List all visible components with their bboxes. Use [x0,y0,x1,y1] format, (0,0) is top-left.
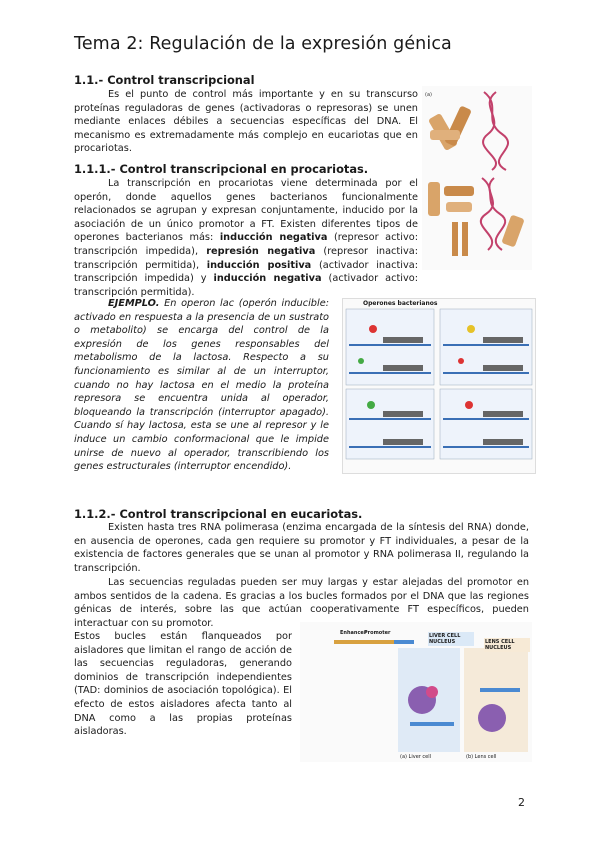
section-heading-1-1: 1.1.- Control transcripcional [74,73,255,87]
promoter-label: Promoter [364,630,391,636]
section-1-1-2-p2: Las secuencias reguladas pueden ser muy largas y estar alejadas del promotor en ambos sentidos de la cadena. Es gracias a los bucles formados por el DNA que las regiones génicas de interés, sobre las que actúan cooperativamente FT específicos, pueden interactuar con su promotor. [74,577,529,629]
figure-label: (a) [425,92,432,98]
dna-helix-1 [483,92,508,170]
lens-cell-caption: (b) Lens cell [466,754,497,760]
liver-cell [398,648,460,752]
section-heading-1-1-1: 1.1.1.- Control transcripcional en procariotas. [74,162,369,176]
enhancer-label: Enhancer [340,630,367,636]
operon-panel-d [440,389,532,459]
example-text: EJEMPLO. En operon lac (operón inducible: activado en respuesta a la presencia de un sustrato o metabolito) se encarga del control de la expresión de los genes responsables del metabolismo de la lactosa. Respecto a su funcionamiento es similar al de un interruptor, cuando no hay lactosa en el medio la proteína represora se encuentra unida al operador, bloqueando la transcripción (interruptor apagado). Cuando sí hay lactosa, esta se une al represor y le induce un cambio conformacional que le impide unirse de nuevo al operador, transcribiendo los genes estructurales (interruptor encendido). [74,298,329,473]
protein-dna-figure [422,86,532,270]
lens-cell [464,648,528,752]
page-number: 2 [518,796,525,809]
liver-cell-caption: (a) Liver cell [400,754,432,760]
lens-nucleus-label: LENS CELL NUCLEUS [484,638,530,652]
helix-structure-2 [428,182,474,216]
liver-nucleus-label: LIVER CELL NUCLEUS [428,632,474,646]
section-1-1-text: Es el punto de control más importante y en su transcurso proteínas reguladoras de genes (activadoras o represoras) se unen mediante enlaces débiles a secuencias específicas del DNA. El mecanismo es extremadamente más complejo en eucariotas que en procariotas. [74,89,418,155]
dna-strand [334,640,414,644]
dna-helix-2 [481,178,505,250]
operones-figure [342,298,536,474]
operon-panel-a [346,309,434,385]
section-1-1-1-text: La transcripción en procariotas viene determinada por el operón, donde aquellos genes bacterianos funcionalmente relacionados se agrupan y expresan conjuntamente, inducido por la asociación de un único promotor a FT. Existen diferentes tipos de operones bacterianos más: inducción negativa (represor activo: transcripción impedida), represión negativa (represor inactiva: transcripción permitida), inducción positiva (activador inactiva: transcripción impedida) y inducción negativa (activador activo: transcripción permitida). [74,178,419,298]
operones-title: Operones bacterianos [363,300,438,307]
operon-panel-b [440,309,532,385]
section-heading-1-1-2: 1.1.2.- Control transcripcional en eucariotas. [74,507,363,521]
section-1-1-2-p1: Existen hasta tres RNA polimerasa (enzima encargada de la síntesis del RNA) donde, en ausencia de operones, cada gen requiere su promotor y FT individuales, a pesar de la existencia de factores generales que se unan al promotor y RNA polimerasa II, regulando la transcripción. [74,522,529,574]
section-1-1-2-p3: Estos bucles están flanqueados por aisladores que limitan el rango de acción de las secuencias reguladoras, generando dominios de transcripción independientes (TAD: dominios de asociación topológica). El efecto de estos aisladores afecta tanto al DNA como a las propias proteínas aisladoras. [74,631,292,738]
enhancer-figure [300,622,532,762]
page-title: Tema 2: Regulación de la expresión génica [74,34,452,54]
helix-structure-1 [428,105,472,151]
operon-panel-c [346,389,434,459]
